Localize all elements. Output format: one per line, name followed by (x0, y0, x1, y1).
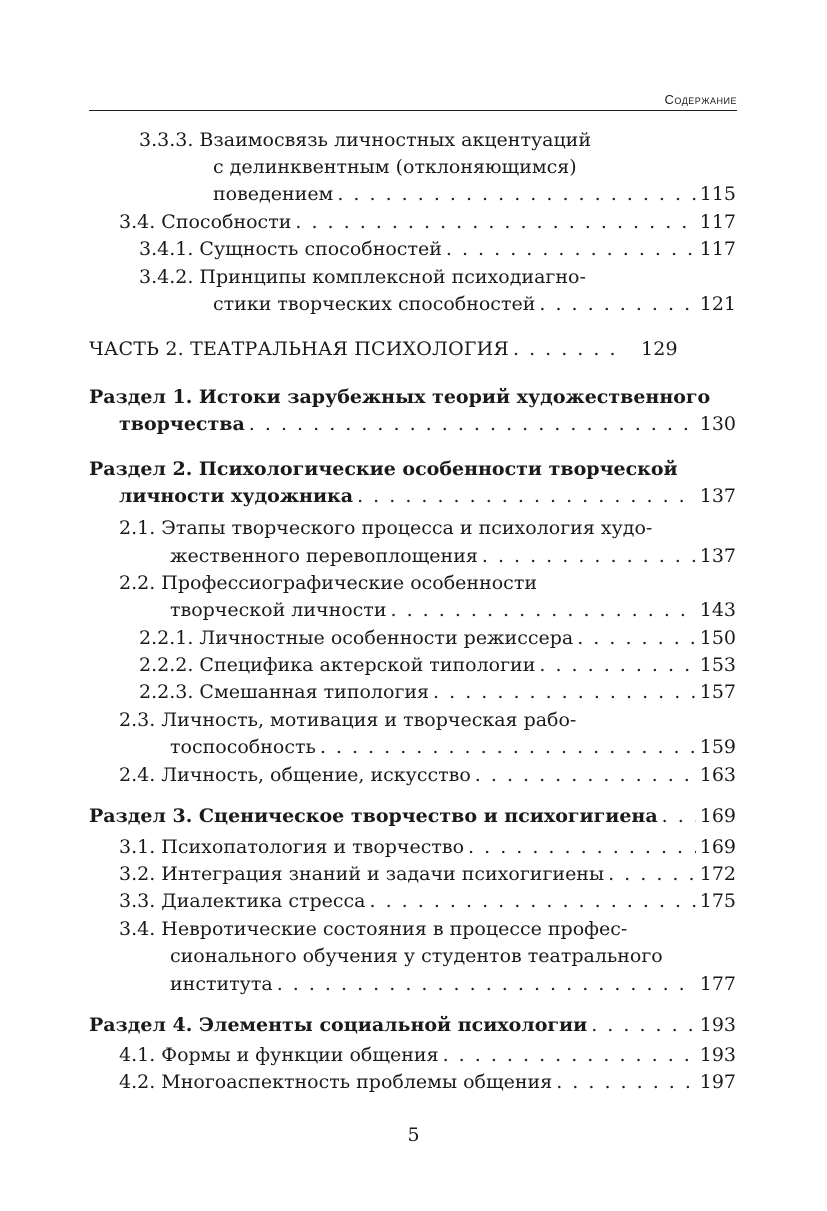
page-number: 150 (699, 627, 736, 649)
dot-leader (391, 597, 696, 624)
toc-entry-2-2-1 (139, 625, 736, 652)
page-number: 157 (699, 681, 736, 703)
page-number: 115 (699, 183, 736, 205)
page-number: 159 (699, 736, 736, 758)
page-number: 193 (699, 1044, 736, 1066)
dot-leader (468, 834, 696, 861)
toc-entry-3-1 (119, 834, 736, 861)
toc-entry-2-1-line2 (170, 543, 736, 570)
page-number: 197 (699, 1071, 736, 1093)
toc-entry-2-3-line2 (170, 734, 736, 761)
toc-entry-title: 2.2.3. Смешанная типология (139, 681, 430, 703)
toc-entry-4-2 (119, 1069, 736, 1096)
dot-leader (295, 209, 695, 236)
dot-leader (446, 236, 696, 263)
toc-entry-title: тоспособность (170, 736, 316, 758)
toc-entry-title: 2.2.1. Личностные особенности режиссера (139, 627, 574, 649)
dot-leader (433, 679, 696, 706)
running-head: Содержание (89, 92, 737, 111)
toc-section-2-line2 (119, 483, 736, 510)
page-number: 143 (699, 599, 736, 621)
dot-leader (475, 762, 696, 789)
toc-entry-title: творчества (119, 413, 245, 435)
toc-entry-title: Раздел 3. Сценическое творчество и психогигиена (89, 805, 658, 827)
toc-entry-2-2-line1: 2.2. Профессиографические особенности (119, 572, 537, 594)
toc-section-4 (89, 1012, 736, 1039)
toc-entry-3-3-3-line2: с делинквентным (отклоняющимся) (213, 156, 577, 178)
dot-leader (357, 483, 696, 510)
toc-entry-3-3-3-line1: 3.3.3. Взаимосвязь личностных акцентуаций (139, 129, 592, 151)
toc-section-2-line1: Раздел 2. Психологические особенности творческой (89, 458, 678, 480)
toc-entry-title: творческой личности (170, 599, 387, 621)
toc-entry-title: 3.4. Способности (119, 211, 292, 233)
toc-entry-title: 2.4. Личность, общение, искусство (119, 764, 471, 786)
dot-leader (277, 971, 696, 998)
toc-section-1-line2 (119, 411, 736, 438)
page-number: 193 (699, 1014, 736, 1036)
toc-entry-2-4 (119, 762, 736, 789)
dot-leader (443, 1042, 696, 1069)
toc-entry-3-3 (119, 888, 736, 915)
dot-leader (513, 336, 623, 363)
dot-leader (591, 1012, 696, 1039)
dot-leader (249, 411, 696, 438)
dot-leader (370, 888, 696, 915)
dot-leader (539, 291, 695, 318)
toc-part-2 (89, 336, 736, 363)
toc-entry-3-4-2-line1: 3.4.2. Принципы комплексной психодиагно- (139, 266, 586, 288)
toc-entry-2-1-line1: 2.1. Этапы творческого процесса и психология худо- (119, 517, 653, 539)
dot-leader (608, 861, 696, 888)
toc-entry-title: 4.2. Многоаспектность проблемы общения (119, 1071, 553, 1093)
toc-entry-title: жественного перевоплощения (170, 545, 478, 567)
toc-entry-3-4b-line2: сионального обучения у студентов театрального (170, 945, 663, 967)
dot-leader (337, 181, 695, 208)
page-number: 137 (699, 545, 736, 567)
toc-entry-3-4b-line3 (170, 971, 736, 998)
toc-section-3 (89, 803, 736, 830)
page-number: 163 (699, 764, 736, 786)
dot-leader (320, 734, 696, 761)
page-number: 129 (640, 338, 678, 360)
page-folio: 5 (407, 1124, 420, 1146)
toc-entry-title: 2.2.2. Специфика актерской типологии (139, 654, 536, 676)
page-number: 177 (699, 973, 736, 995)
toc-entry-title: 3.1. Психопатология и творчество (119, 836, 465, 858)
page-number: 175 (699, 890, 736, 912)
page-number: 153 (699, 654, 736, 676)
dot-leader (577, 625, 696, 652)
toc-entry-3-4-2-line2 (213, 291, 736, 318)
toc-entry-title: стики творческих способностей (213, 293, 536, 315)
page-number: 172 (699, 863, 736, 885)
toc-entry-2-2-line2 (170, 597, 736, 624)
toc-entry-title: Раздел 4. Элементы социальной психологии (89, 1014, 588, 1036)
toc-part-title: ЧАСТЬ 2. ТЕАТРАЛЬНАЯ ПСИХОЛОГИЯ (89, 338, 509, 360)
toc-entry-2-2-3 (139, 679, 736, 706)
toc-entry-title: 4.1. Формы и функции общения (119, 1044, 439, 1066)
toc-entry-3-4 (119, 209, 736, 236)
toc-entry-3-4b-line1: 3.4. Невротические состояния в процессе профес- (119, 918, 628, 940)
page-number: 169 (699, 805, 736, 827)
toc-entry-title: 3.2. Интеграция знаний и задачи психогигиены (119, 863, 605, 885)
page-number: 121 (699, 293, 736, 315)
toc-section-1-line1: Раздел 1. Истоки зарубежных теорий художественного (89, 386, 711, 408)
toc-entry-3-3-3-line3 (213, 181, 736, 208)
toc-entry-3-2 (119, 861, 736, 888)
page-number: 117 (699, 211, 736, 233)
toc-entry-title: 3.3. Диалектика стресса (119, 890, 366, 912)
toc-entry-2-3-line1: 2.3. Личность, мотивация и творческая рабо- (119, 709, 577, 731)
page-number: 117 (699, 238, 736, 260)
toc-entry-2-2-2 (139, 652, 736, 679)
dot-leader (539, 652, 695, 679)
toc-entry-title: личности художника (119, 485, 354, 507)
toc-entry-4-1 (119, 1042, 736, 1069)
page-number: 130 (699, 413, 736, 435)
toc-entry-title: 3.4.1. Сущность способностей (139, 238, 442, 260)
page-number: 169 (699, 836, 736, 858)
dot-leader (662, 803, 696, 830)
page-number: 137 (699, 485, 736, 507)
toc-entry-title: института (170, 973, 273, 995)
toc-entry-title: поведением (213, 183, 334, 205)
toc-entry-3-4-1 (139, 236, 736, 263)
dot-leader (482, 543, 696, 570)
dot-leader (556, 1069, 696, 1096)
